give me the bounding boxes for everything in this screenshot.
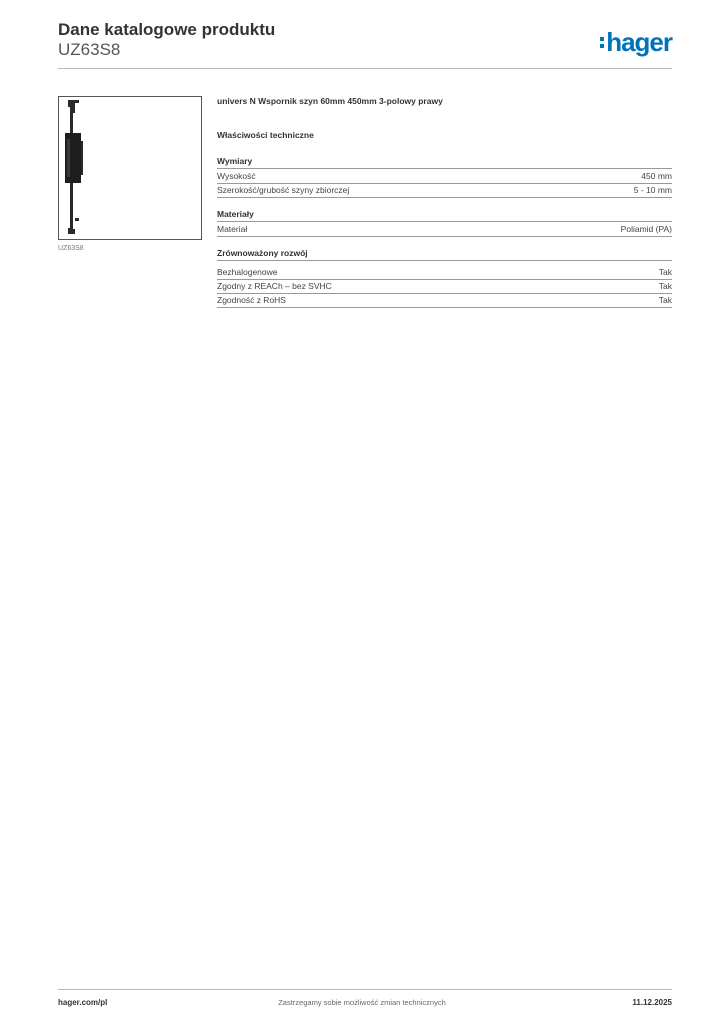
spec-label: Bezhalogenowe [217, 267, 278, 277]
logo-dots-icon [600, 37, 604, 48]
product-description: univers N Wspornik szyn 60mm 450mm 3-polowy prawy [217, 96, 443, 106]
spec-row [217, 170, 672, 184]
page-header [58, 20, 672, 70]
spec-value: 450 mm [641, 171, 672, 181]
rail-bracket-image [59, 97, 201, 239]
spec-row [217, 280, 672, 294]
product-image-frame [58, 96, 202, 240]
spec-value: 5 - 10 mm [633, 185, 672, 195]
spec-label: Zgodność z RoHS [217, 295, 286, 305]
document-title: Dane katalogowe produktu [58, 20, 276, 39]
technical-properties-heading: Właściwości techniczne [217, 130, 314, 140]
spec-label: Zgodny z REACh – bez SVHC [217, 281, 332, 291]
group-materials-heading: Materiały [217, 209, 672, 222]
spec-label: Szerokość/grubość szyny zbiorczej [217, 185, 350, 195]
spec-label: Materiał [217, 224, 248, 234]
spec-row [217, 223, 672, 237]
image-caption: UZ63S8 [58, 245, 84, 252]
spec-value: Poliamid (PA) [620, 224, 672, 234]
group-dimensions-heading: Wymiary [217, 156, 672, 169]
spec-row [217, 184, 672, 198]
footer-website-link[interactable]: hager.com/pl [58, 998, 108, 1007]
spec-value: Tak [658, 281, 672, 291]
group-sustainability-heading: Zrównoważony rozwój [217, 248, 672, 261]
footer-date: 11.12.2025 [632, 998, 672, 1007]
hager-logo[interactable] [600, 28, 672, 56]
footer-disclaimer: Zastrzegamy sobie możliwość zmian technicznych [278, 998, 446, 1007]
spec-row [217, 266, 672, 280]
spec-value: Tak [658, 295, 672, 305]
logo-text: hager [606, 27, 672, 57]
spec-label: Wysokość [217, 171, 256, 181]
spec-value: Tak [658, 267, 672, 277]
spec-row [217, 294, 672, 308]
product-code: UZ63S8 [58, 40, 121, 59]
header-divider [58, 68, 672, 69]
footer-divider [58, 989, 672, 990]
